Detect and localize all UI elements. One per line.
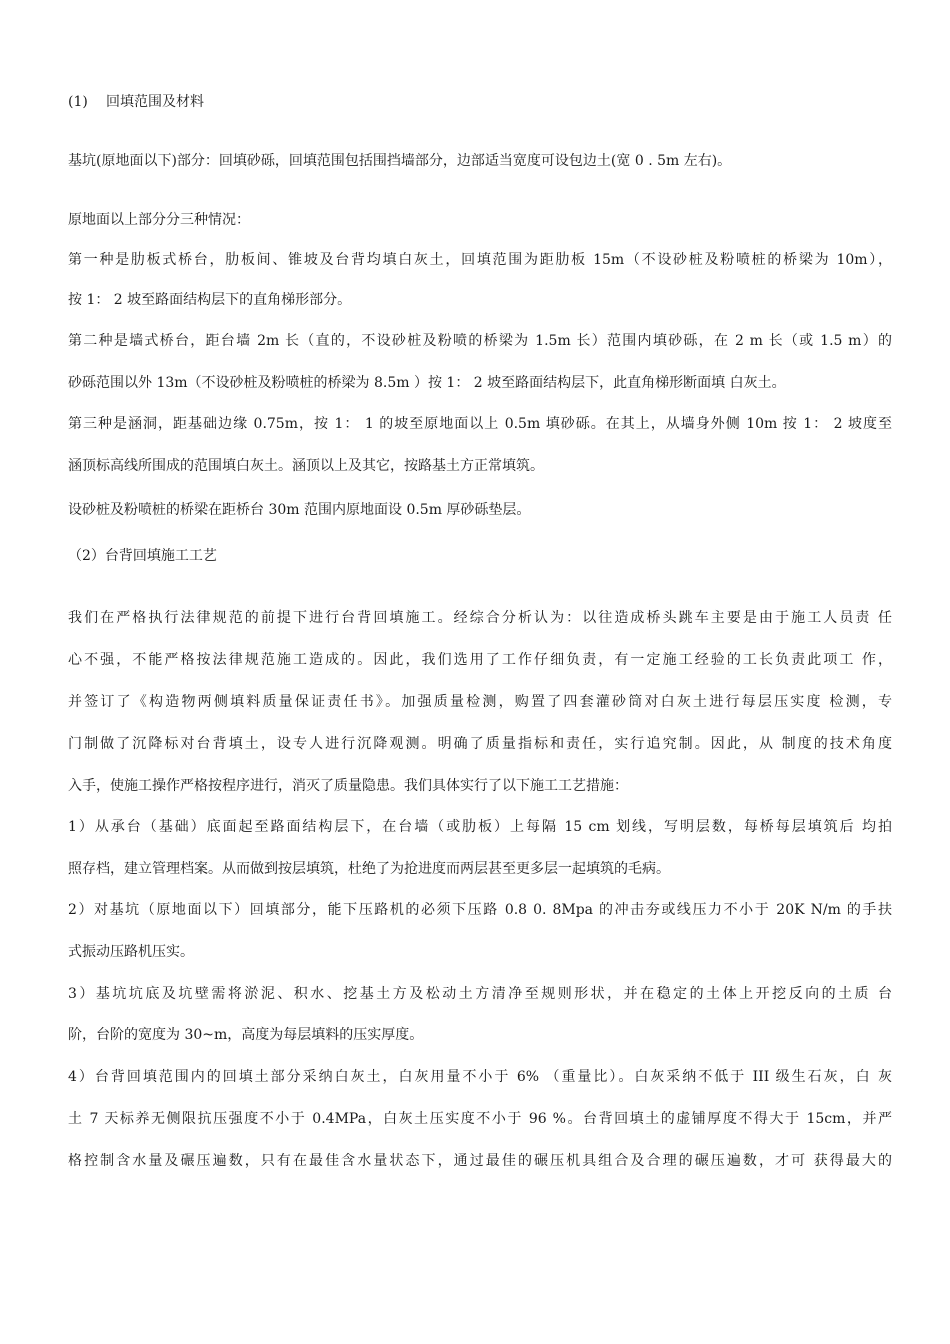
intro-line-5: 入手，使施工操作严格按程序进行，消灭了质量隐患。我们具体实行了以下施工工艺措施： [68,778,628,794]
item4-line-1: 4）台背回填范围内的回填土部分采纳白灰土，白灰用量不小于 6% （重量比）。白灰采纳不低于 III 级生石灰，白 灰 [68,1069,892,1085]
item2-line-2: 式振动压路机压实。 [68,944,194,960]
case2-line-1: 第二种是墙式桥台，距台墙 2m 长（直的，不设砂桩及粉喷的桥梁为 1.5m 长）范围内填砂砾，在 2 m 长（或 1.5 m）的 [68,333,892,349]
item4-line-2: 土 7 天标养无侧限抗压强度不小于 0.4MPa，白灰土压实度不小于 96 %。台背回填土的虚铺厚度不得大于 15cm，并严 [68,1111,892,1127]
item3-line-2: 阶，台阶的宽度为 30~m，高度为每层填料的压实厚度。 [68,1027,424,1043]
paragraph-sand-pile: 设砂桩及粉喷桩的桥梁在距桥台 30m 范围内原地面设 0.5m 厚砂砾垫层。 [68,502,531,518]
section-number: (1) [68,94,88,110]
section-title: 回填范围及材料 [106,94,204,110]
case3-line-2: 涵顶标高线所围成的范围填白灰土。涵顶以上及其它，按路基土方正常填筑。 [68,458,544,474]
item1-line-1: 1）从承台（基础）底面起至路面结构层下，在台墙（或肋板）上每隔 15 cm 划线，写明层数，每桥每层填筑后 均拍 [68,819,892,835]
case3-line-1: 第三种是涵洞，距基础边缘 0.75m，按 1： 1 的坡至原地面以上 0.5m 填砂砾。在其上，从墙身外侧 10m 按 1： 2 坡度至 [68,416,892,432]
intro-line-3: 并签订了《构造物两侧填料质量保证责任书》。加强质量检测，购置了四套灌砂筒对白灰土进行每层压实度 检测，专 [68,694,892,710]
item2-line-1: 2）对基坑（原地面以下）回填部分，能下压路机的必须下压路 0.8 0. 8Mpa 的冲击夯或线压力不小于 20K N/m 的手扶 [68,902,892,918]
paragraph-foundation: 基坑(原地面以下)部分：回填砂砾，回填范围包括围挡墙部分，边部适当宽度可设包边土(宽 0 . 5m 左右)。 [68,153,732,169]
item3-line-1: 3）基坑坑底及坑壁需将淤泥、积水、挖基土方及松动土方清净至规则形状，并在稳定的土体上开挖反向的土质 台 [68,986,892,1002]
intro-line-2: 心不强，不能严格按法律规范施工造成的。因此，我们选用了工作仔细负责，有一定施工经验的工长负责此项工 作， [68,652,892,668]
section-heading-1 [68,92,892,112]
item4-line-3: 格控制含水量及碾压遍数，只有在最佳含水量状态下，通过最佳的碾压机具组合及合理的碾压遍数，才可 获得最大的 [68,1153,892,1169]
case1-line-2: 按 1： 2 坡至路面结构层下的直角梯形部分。 [68,292,352,308]
item1-line-2: 照存档，建立管理档案。从而做到按层填筑，杜绝了为抢进度而两层甚至更多层一起填筑的毛病。 [68,861,670,877]
case1-line-1: 第一种是肋板式桥台，肋板间、锥坡及台背均填白灰土，回填范围为距肋板 15m（不设砂桩及粉喷桩的桥梁为 10m）， [68,252,892,268]
case2-line-2: 砂砾范围以外 13m（不设砂桩及粉喷桩的桥梁为 8.5m ）按 1： 2 坡至路面结构层下，此直角梯形断面填 白灰土。 [68,375,786,391]
section-heading-2: （2）台背回填施工工艺 [68,548,217,564]
paragraph-above-ground-intro: 原地面以上部分分三种情况： [68,212,250,228]
intro-line-1: 我们在严格执行法律规范的前提下进行台背回填施工。经综合分析认为：以往造成桥头跳车主要是由于施工人员责 任 [68,610,892,626]
intro-line-4: 门制做了沉降标对台背填土，设专人进行沉降观测。明确了质量指标和责任，实行追究制。因此，从 制度的技术角度 [68,736,892,752]
